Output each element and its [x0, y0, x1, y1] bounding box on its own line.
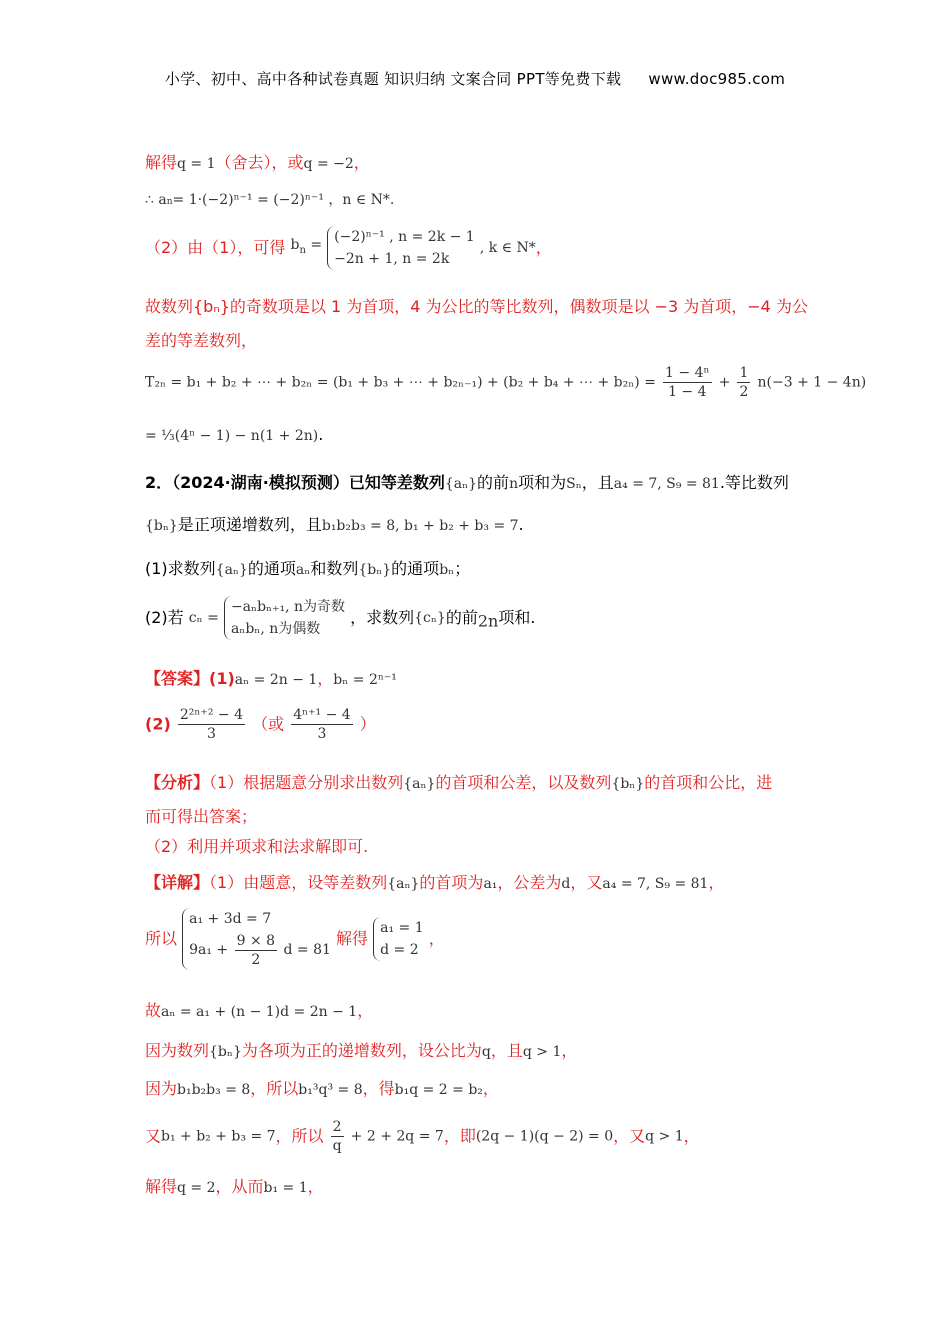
analysis-line-3: （2）利用并项求和法求解即可.	[145, 837, 369, 856]
prev-line-7: = ⅓(4ⁿ − 1) − n(1 + 2n).	[145, 425, 324, 444]
fraction-half: $\frac{1}{2}$	[739, 365, 749, 400]
piecewise-cn: −aₙbₙ₊₁, n为奇数 aₙbₙ, n为偶数	[224, 596, 345, 640]
q2-part-2: (2)若 cₙ = −aₙbₙ₊₁, n为奇数 aₙbₙ, n为偶数 ，求数列{cₙ}的前2n项和.	[145, 596, 825, 646]
answer-fraction-alt: $\frac{\text{4ⁿ⁺¹ − 4}}{3}$	[293, 707, 351, 742]
equation-system: a₁ + 3d = 7 9a₁ + $\frac{9 \times 8}{2}$ d = 81	[182, 908, 331, 970]
answer-line-1: 【答案】(1)aₙ = 2n − 1，bₙ = 2ⁿ⁻¹	[145, 669, 397, 688]
analysis-line-2: 而可得出答案；	[145, 807, 258, 826]
q2-part-1: (1)求数列{aₙ}的通项aₙ和数列{bₙ}的通项bₙ；	[145, 559, 471, 578]
fraction-2-over-q: $\frac{2}{q}$	[332, 1119, 342, 1154]
prev-line-5: 差的等差数列，	[145, 331, 258, 350]
fraction-9x8: $\frac{9 \times 8}{2}$	[236, 932, 276, 968]
prev-line-1: 解得q = 1（舍去），或q = −2，	[145, 153, 370, 172]
detail-line-3: 故aₙ = a₁ + (n − 1)d = 2n − 1，	[145, 1001, 374, 1020]
answer-fraction: $\frac{\text{2²ⁿ⁺² − 4}}{3}$	[179, 707, 243, 742]
analysis-line-1: 【分析】（1）根据题意分别求出数列{aₙ}的首项和公差，以及数列{bₙ}的首项和公比，进	[145, 773, 773, 792]
prev-line-6: T₂ₙ = b₁ + b₂ + ⋯ + b₂ₙ = (b₁ + b₃ + ⋯ + b₂ₙ₋₁) + (b₂ + b₄ + ⋯ + b₂ₙ) = $\frac{\text{1 − 4ⁿ}}{1 - 4}$ + $\frac{1}{2}$ n(−3 + 1 − 4n)	[145, 365, 867, 400]
fraction: $\frac{\text{1 − 4ⁿ}}{1 - 4}$	[665, 365, 710, 400]
solution-system: a₁ = 1 d = 2	[373, 917, 424, 961]
detail-line-4: 因为数列{bₙ}为各项为正的递增数列，设公比为q，且q > 1，	[145, 1041, 578, 1060]
detail-line-7: 解得q = 2，从而b₁ = 1，	[145, 1177, 324, 1196]
page-header	[0, 68, 950, 89]
header-text: 小学、初中、高中各种试卷真题 知识归纳 文案合同 PPT等免费下载	[164, 70, 622, 88]
q2-stem-line-1: 2．（2024·湖南·模拟预测）已知等差数列{aₙ}的前n项和为Sₙ，且a₄ = 7, S₉ = 81.等比数列	[145, 473, 789, 492]
answer-line-2: (2) $\frac{\text{2²ⁿ⁺² − 4}}{3}$ （或 $\frac{\text{4ⁿ⁺¹ − 4}}{3}$ ）	[145, 707, 376, 742]
detail-line-5: 因为b₁b₂b₃ = 8，所以b₁³q³ = 8，得b₁q = 2 = b₂，	[145, 1079, 499, 1098]
detail-line-6: 又b₁ + b₂ + b₃ = 7，所以 $\frac{2}{q}$ + 2 + 2q = 7，即(2q − 1)(q − 2) = 0，又q > 1，	[145, 1119, 700, 1154]
prev-line-2: ∴ an= 1·(−2)ⁿ⁻¹ = (−2)ⁿ⁻¹ ，n ∈ N*.	[145, 192, 395, 208]
header-url[interactable]: www.doc985.com	[648, 70, 786, 88]
prev-line-3: （2）由（1），可得 $b_n$ = (−2)ⁿ⁻¹ , n = 2k − 1 −2n + 1, n = 2k , k ∈ N*，	[145, 226, 825, 272]
q2-stem-line-2: {bₙ}是正项递增数列，且b₁b₂b₃ = 8, b₁ + b₂ + b₃ = 7.	[145, 515, 524, 534]
piecewise-bn: (−2)ⁿ⁻¹ , n = 2k − 1 −2n + 1, n = 2k	[327, 226, 475, 270]
detail-line-1: 【详解】（1）由题意，设等差数列{aₙ}的首项为a₁，公差为d，又a₄ = 7, S₉ = 81，	[145, 873, 725, 892]
detail-system: 所以 a₁ + 3d = 7 9a₁ + $\frac{9 \times 8}{2}$ d = 81 解得 a₁ = 1 d = 2 ，	[145, 908, 825, 986]
prev-line-4: 故数列{bₙ}的奇数项是以 1 为首项，4 为公比的等比数列，偶数项是以 −3 为首项，−4 为公	[145, 297, 808, 316]
